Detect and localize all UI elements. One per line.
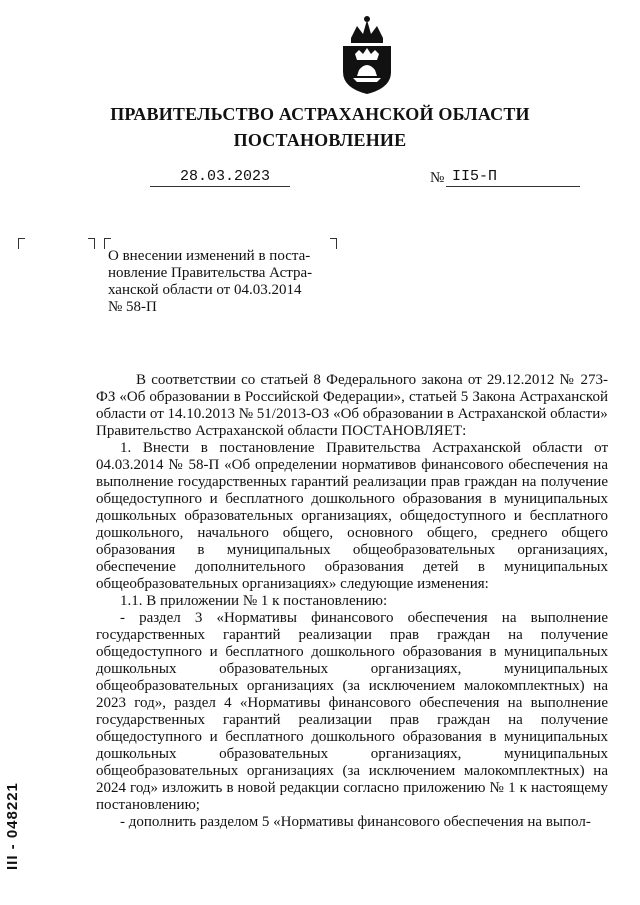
document-date: 28.03.2023 [180,168,271,185]
number-sign: № [430,170,445,186]
item-1-paragraph: 1. Внести в постановление Правительства Астраханской области от 04.03.2014 № 58-П «Об определении нормативов финансового обеспечения на выполнение государственных гарантий реализации прав граждан на получение общедоступного и бесплатного дошкольного образования в муниципальных дошкольных образовательных организациях, общедоступного и бесплатного дошкольного, начального общего, основного общего, среднего общего образования в муниципальных общеобразовательных организациях, обеспечение дополнительного образования детей в муниципальных общеобразовательных организациях» следующие изменения: [96,440,608,592]
date-underline [150,186,290,187]
margin-corner-mark [18,238,25,249]
document-subject [108,248,336,316]
subject-line: О внесении изменений в поста- [108,248,311,264]
coat-of-arms-icon [337,14,397,94]
decree-paragraph: Правительство Астраханской области ПОСТАНОВЛЯЕТ: [96,423,467,439]
organization-name: ПРАВИТЕЛЬСТВО АСТРАХАНСКОЙ ОБЛАСТИ [110,104,530,124]
document-type: ПОСТАНОВЛЕНИЕ [233,130,407,150]
document-body [96,372,608,831]
bullet-2-paragraph: - дополнить разделом 5 «Нормативы финансового обеспечения на выпол- [120,814,591,830]
number-underline [446,186,580,187]
subject-line: новление Правительства Астра- [108,265,313,281]
bullet-1-paragraph: - раздел 3 «Нормативы финансового обеспечения на выполнение государственных гарантий реализации прав граждан на получение общедоступного и бесплатного дошкольного образования в муниципальных дошкольных образовательных организациях, муниципальных общеобразовательных организациях (за исключением малокомплектных) на 2023 год», раздел 4 «Нормативы финансового обеспечения на выполнение государственных гарантий реализации прав граждан на получение общедоступного и бесплатного дошкольного образования в муниципальных дошкольных образовательных организациях, муниципальных общеобразовательных организациях (за исключением малокомплектных) на 2024 год» изложить в новой редакции согласно приложению № 1 к настоящему постановлению; [96,610,608,813]
document-number: II5-П [452,168,498,185]
item-1-1-paragraph: 1.1. В приложении № 1 к постановлению: [120,593,388,609]
subject-corner-mark-small [88,238,95,249]
subject-line: № 58-П [108,299,157,315]
side-serial-stamp: III - 048221 [4,782,21,870]
subject-line: ханской области от 04.03.2014 [108,282,302,298]
preamble-paragraph: В соответствии со статьей 8 Федерального закона от 29.12.2012 № 273-ФЗ «Об образовании в Российской Федерации», статьей 5 Закона Астраханской области от 14.10.2013 № 51/2013-ОЗ «Об образовании в Астраханской области» [96,372,608,422]
